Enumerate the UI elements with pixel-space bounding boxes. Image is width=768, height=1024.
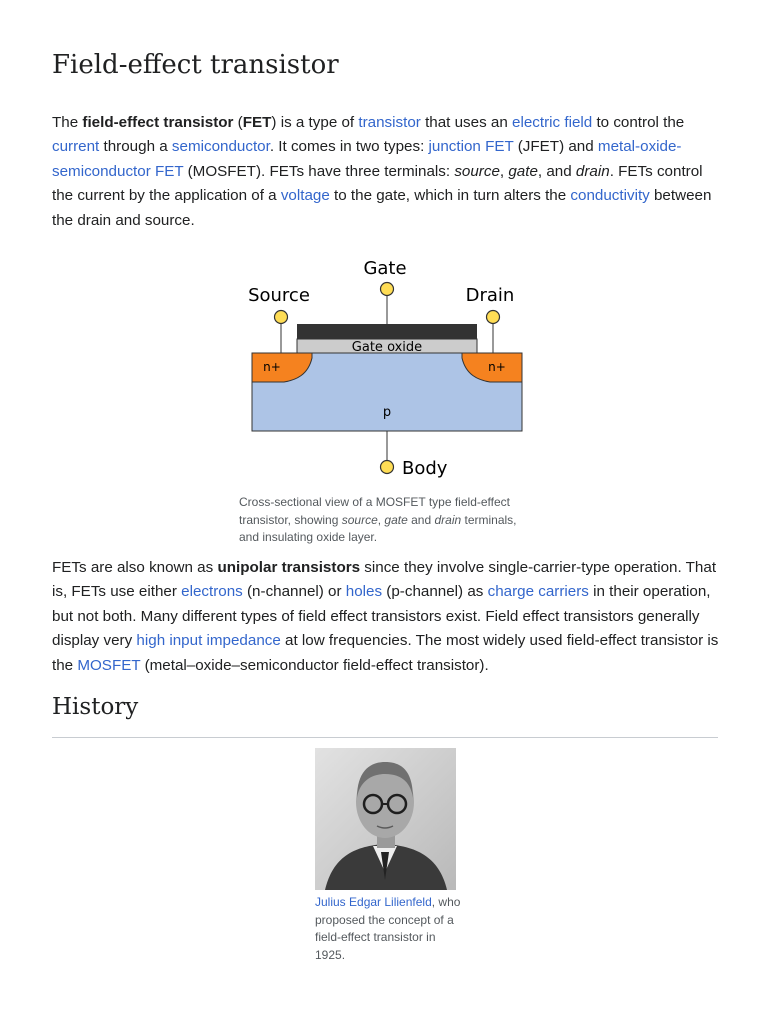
link-high-input-impedance[interactable]: high input impedance <box>136 632 281 650</box>
text: and <box>407 512 435 527</box>
gate-terminal-icon <box>381 283 394 296</box>
link-junction-fet[interactable]: junction FET <box>428 138 514 156</box>
link-voltage[interactable]: voltage <box>280 187 330 205</box>
mosfet-diagram <box>232 252 532 484</box>
text: , <box>499 162 509 180</box>
text: (metal–oxide–semiconductor field-effect transistor). <box>140 656 489 674</box>
text: , and <box>537 162 576 180</box>
italic-term: drain <box>575 162 610 180</box>
link-mosfet-full[interactable]: metal-oxide-semiconductor FET <box>52 138 682 180</box>
link-charge-carriers[interactable]: charge carriers <box>487 583 589 601</box>
text: (MOSFET). FETs have three terminals: <box>183 162 455 180</box>
link-transistor[interactable]: transistor <box>358 114 421 131</box>
bold-term: unipolar transistors <box>217 559 361 576</box>
text: (n-channel) or <box>242 583 346 601</box>
portrait-image <box>315 748 456 890</box>
section-divider <box>52 737 718 738</box>
text: , <box>377 512 385 527</box>
text: between the drain and source. <box>52 187 712 229</box>
italic-term: source <box>341 512 378 527</box>
text: . FETs control the current by the application of a <box>52 162 703 205</box>
text: since they involve single-carrier-type operation. That is, FETs use either <box>52 559 717 601</box>
n-plus-right-label: n+ <box>488 360 506 374</box>
text: The <box>52 114 83 131</box>
unipolar-paragraph <box>52 556 724 678</box>
text: through a <box>99 138 172 156</box>
link-lilienfeld[interactable]: Julius Edgar Lilienfeld <box>315 895 432 909</box>
text: (JFET) and <box>513 138 598 156</box>
link-electric-field[interactable]: electric field <box>512 114 593 131</box>
text: at low frequencies. The most widely used field-effect transistor is the <box>52 632 719 674</box>
intro-paragraph <box>52 111 724 233</box>
p-label: p <box>382 405 392 420</box>
history-heading: History <box>52 694 139 720</box>
n-plus-left-label: n+ <box>263 360 281 374</box>
text: (p-channel) as <box>382 583 488 601</box>
body-terminal-icon <box>381 461 394 474</box>
italic-term: source <box>454 162 500 180</box>
link-mosfet[interactable]: MOSFET <box>77 656 141 674</box>
lilienfeld-portrait[interactable] <box>315 748 456 890</box>
link-conductivity[interactable]: conductivity <box>570 187 650 205</box>
text: FETs are also known as <box>52 559 218 576</box>
italic-term: gate <box>384 512 408 527</box>
bold-term: field-effect transistor <box>82 114 234 131</box>
text: to control the <box>592 114 685 131</box>
text: to the gate, which in turn alters the <box>329 187 571 205</box>
source-label: Source <box>248 285 310 306</box>
diagram-caption <box>239 494 539 547</box>
text: ( <box>233 114 243 131</box>
italic-term: gate <box>508 162 538 180</box>
link-electrons[interactable]: electrons <box>181 583 243 601</box>
drain-terminal-icon <box>487 311 500 324</box>
text: terminals, and insulating oxide layer. <box>239 512 517 545</box>
italic-term: drain <box>434 512 462 527</box>
link-semiconductor[interactable]: semiconductor <box>171 138 270 156</box>
portrait-caption <box>315 894 465 964</box>
source-terminal-icon <box>275 311 288 324</box>
link-holes[interactable]: holes <box>345 583 383 601</box>
gate-oxide-label: Gate oxide <box>351 340 423 355</box>
text: Cross-sectional view of a MOSFET type field-effect transistor, showing <box>239 495 510 527</box>
link-current[interactable]: current <box>52 138 100 156</box>
text: , who proposed the concept of a field-effect transistor in 1925. <box>315 895 461 962</box>
drain-label: Drain <box>465 285 515 306</box>
gate-metal <box>297 324 477 339</box>
body-label: Body <box>402 458 448 479</box>
bold-term: FET <box>242 114 272 131</box>
page-title: Field-effect transistor <box>52 50 339 80</box>
text: ) is a type of <box>271 114 359 131</box>
text: . It comes in two types: <box>269 138 429 156</box>
text: in their operation, but not both. Many different types of field effect transistors exist. Field effect transistors generally display very <box>52 583 711 650</box>
gate-label: Gate <box>363 258 407 279</box>
text: that uses an <box>420 114 513 131</box>
